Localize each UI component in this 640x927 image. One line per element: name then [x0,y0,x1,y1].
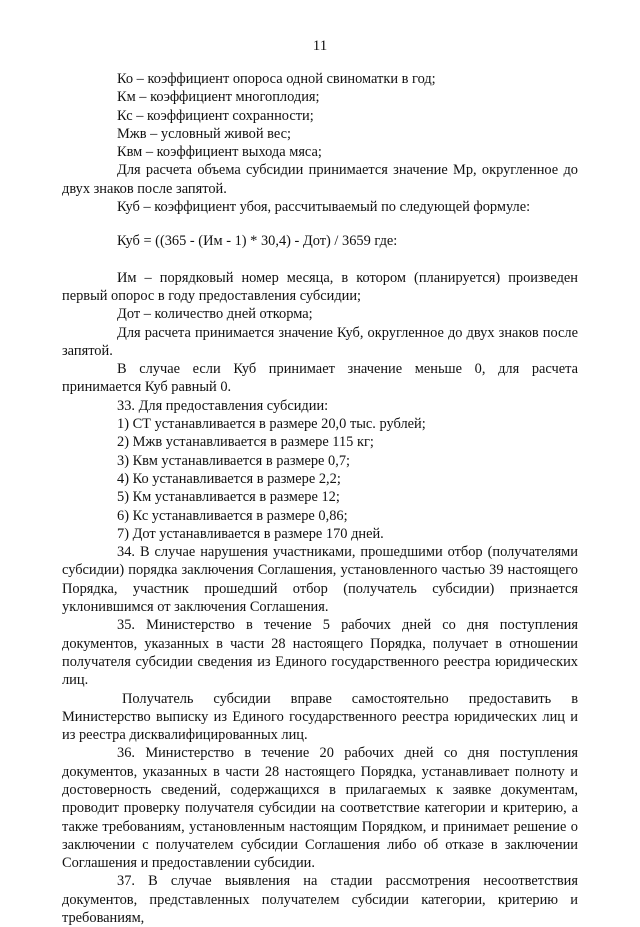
list-item-6: 6) Кс устанавливается в размере 0,86; [117,507,348,524]
list-item-5: 5) Км устанавливается в размере 12; [117,489,340,506]
document-body [62,70,578,927]
paragraph-kub-zero: В случае если Куб принимает значение меньше 0, для расчета принимается Куб равный 0. [62,361,578,396]
definition-kvm: Квм – коэффициент выхода мяса; [117,144,322,161]
definition-ko: Ко – коэффициент опороса одной свиноматки в год; [117,71,436,87]
list-item-1: 1) СТ устанавливается в размере 20,0 тыс. рублей; [117,416,426,433]
section-36: 36. Министерство в течение 20 рабочих дней со дня поступления документов, указанных в части 28 настоящего Порядка, устанавливает полноту и достоверность сведений, содержащихся в прилагаемых к заявке документам, проводит проверку получателя субсидии на соответствие категории и критерию, а также требованиям, установленным настоящим Порядком, и принимает решение о заключении с получателем субсидии Соглашения либо об отказе в заключении Соглашения и предоставлении субсидии. [62,745,578,872]
paragraph-kub-rounding: Для расчета принимается значение Куб, округленное до двух знаков после запятой. [62,324,578,359]
definition-dot: Дот – количество дней откорма; [117,306,313,323]
definition-mzhv: Мжв – условный живой вес; [117,125,292,142]
list-item-2: 2) Мжв устанавливается в размере 115 кг; [117,434,374,451]
formula-kub: Куб = ((365 - (Им - 1) * 30,4) - Дот) / 3659 где: [117,233,398,250]
section-35: 35. Министерство в течение 5 рабочих дней со дня поступления документов, указанных в части 28 настоящего Порядка, получает в отношении получателя субсидии сведения из Единого государственного реестра юридических лиц. [62,617,578,689]
section-33-heading: 33. Для предоставления субсидии: [117,397,329,414]
definition-kub: Куб – коэффициент убоя, рассчитываемый по следующей формуле: [117,199,531,216]
section-37: 37. В случае выявления на стадии рассмотрения несоответствия документов, представленных получателем субсидии категории, критерию и требованиям, [62,873,578,927]
definition-ks: Кс – коэффициент сохранности; [117,107,314,124]
paragraph-extract-right: Получатель субсидии вправе самостоятельно предоставить в Министерство выписку из Единого государственного реестра юридических лиц и из реестра дисквалифицированных лиц. [62,690,578,744]
list-item-3: 3) Квм устанавливается в размере 0,7; [117,452,351,469]
page-number: 11 [312,38,328,54]
section-34: 34. В случае нарушения участниками, прошедшими отбор (получателями субсидии) порядка заключения Соглашения, установленного частью 39 настоящего Порядка, участник прошедший отбор (получатель субсидии) признается уклонившимся от заключения Соглашения. [62,544,578,616]
list-item-7: 7) Дот устанавливается в размере 170 дней. [117,525,384,542]
definition-km: Км – коэффициент многоплодия; [117,89,320,106]
paragraph-mr-rounding: Для расчета объема субсидии принимается значение Мр, округленное до двух знаков после запятой. [62,162,578,197]
list-item-4: 4) Ко устанавливается в размере 2,2; [117,470,341,487]
definition-im: Им – порядковый номер месяца, в котором (планируется) произведен первый опорос в году предоставления субсидии; [62,269,578,304]
